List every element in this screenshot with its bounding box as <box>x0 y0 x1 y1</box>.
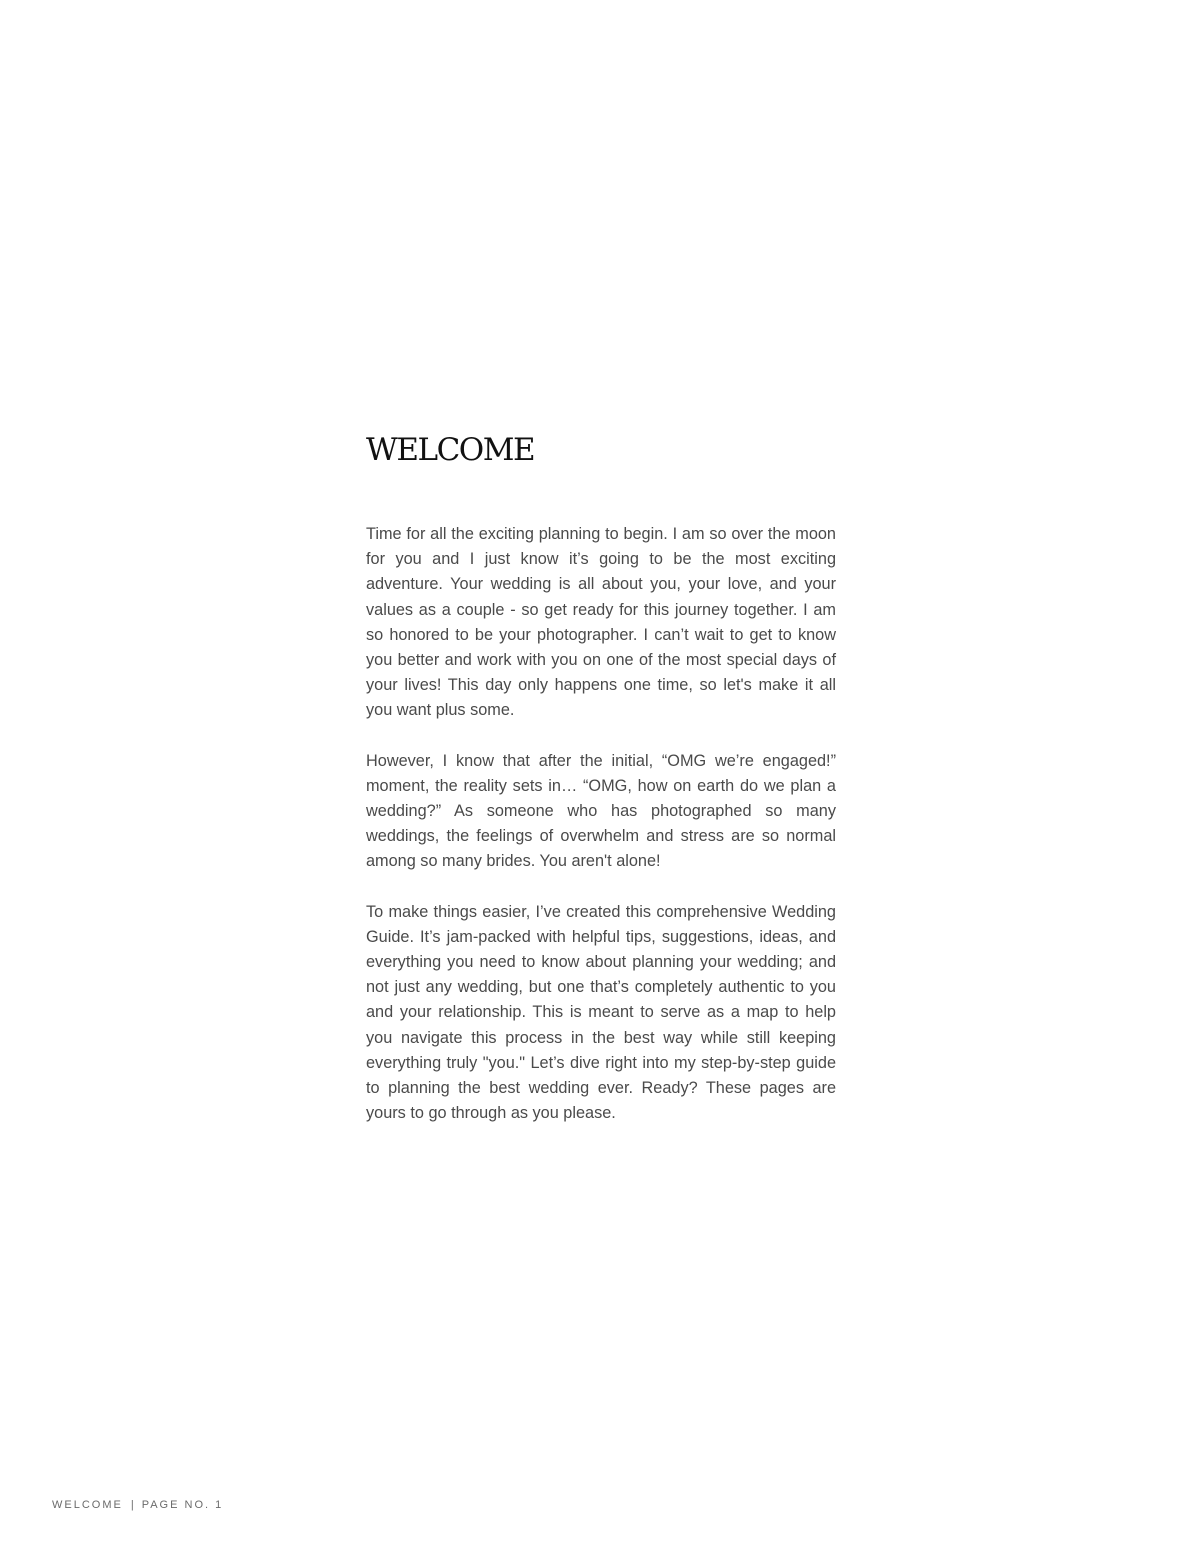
footer-page-number: PAGE NO. 1 <box>141 1499 224 1511</box>
content-column <box>366 428 836 1151</box>
paragraph-guide: To make things easier, I’ve created this comprehensive Wedding Guide. It’s jam-packed with helpful tips, suggestions, ideas, and everything you need to know about planning your wedding; and not just any wedding, but one that’s completely authentic to you and your relationship. This is meant to serve as a map to help you navigate this process in the best way while still keeping everything truly "you." Let’s dive right into my step-by-step guide to planning the best wedding ever. Ready? These pages are yours to go through as you please. <box>366 902 836 1123</box>
footer-separator: | <box>130 1499 134 1511</box>
body-text <box>366 522 836 1126</box>
page-title: WELCOME <box>366 432 535 468</box>
footer-section-label: WELCOME <box>52 1499 123 1511</box>
page-footer <box>52 1499 223 1511</box>
paragraph-reality: However, I know that after the initial, “OMG we’re engaged!” moment, the reality sets in… “OMG, how on earth do we plan a wedding?” As someone who has photographed so many weddings, the feelings of overwhelm and stress are so normal among so many brides. You aren't alone! <box>366 751 836 871</box>
paragraph-intro: Time for all the exciting planning to begin. I am so over the moon for you and I just know it’s going to be the most exciting adventure. Your wedding is all about you, your love, and your values as a couple - so get ready for this journey together. I am so honored to be your photographer. I can’t wait to get to know you better and work with you on one of the most special days of your lives! This day only happens one time, so let's make it all you want plus some. <box>366 525 836 720</box>
